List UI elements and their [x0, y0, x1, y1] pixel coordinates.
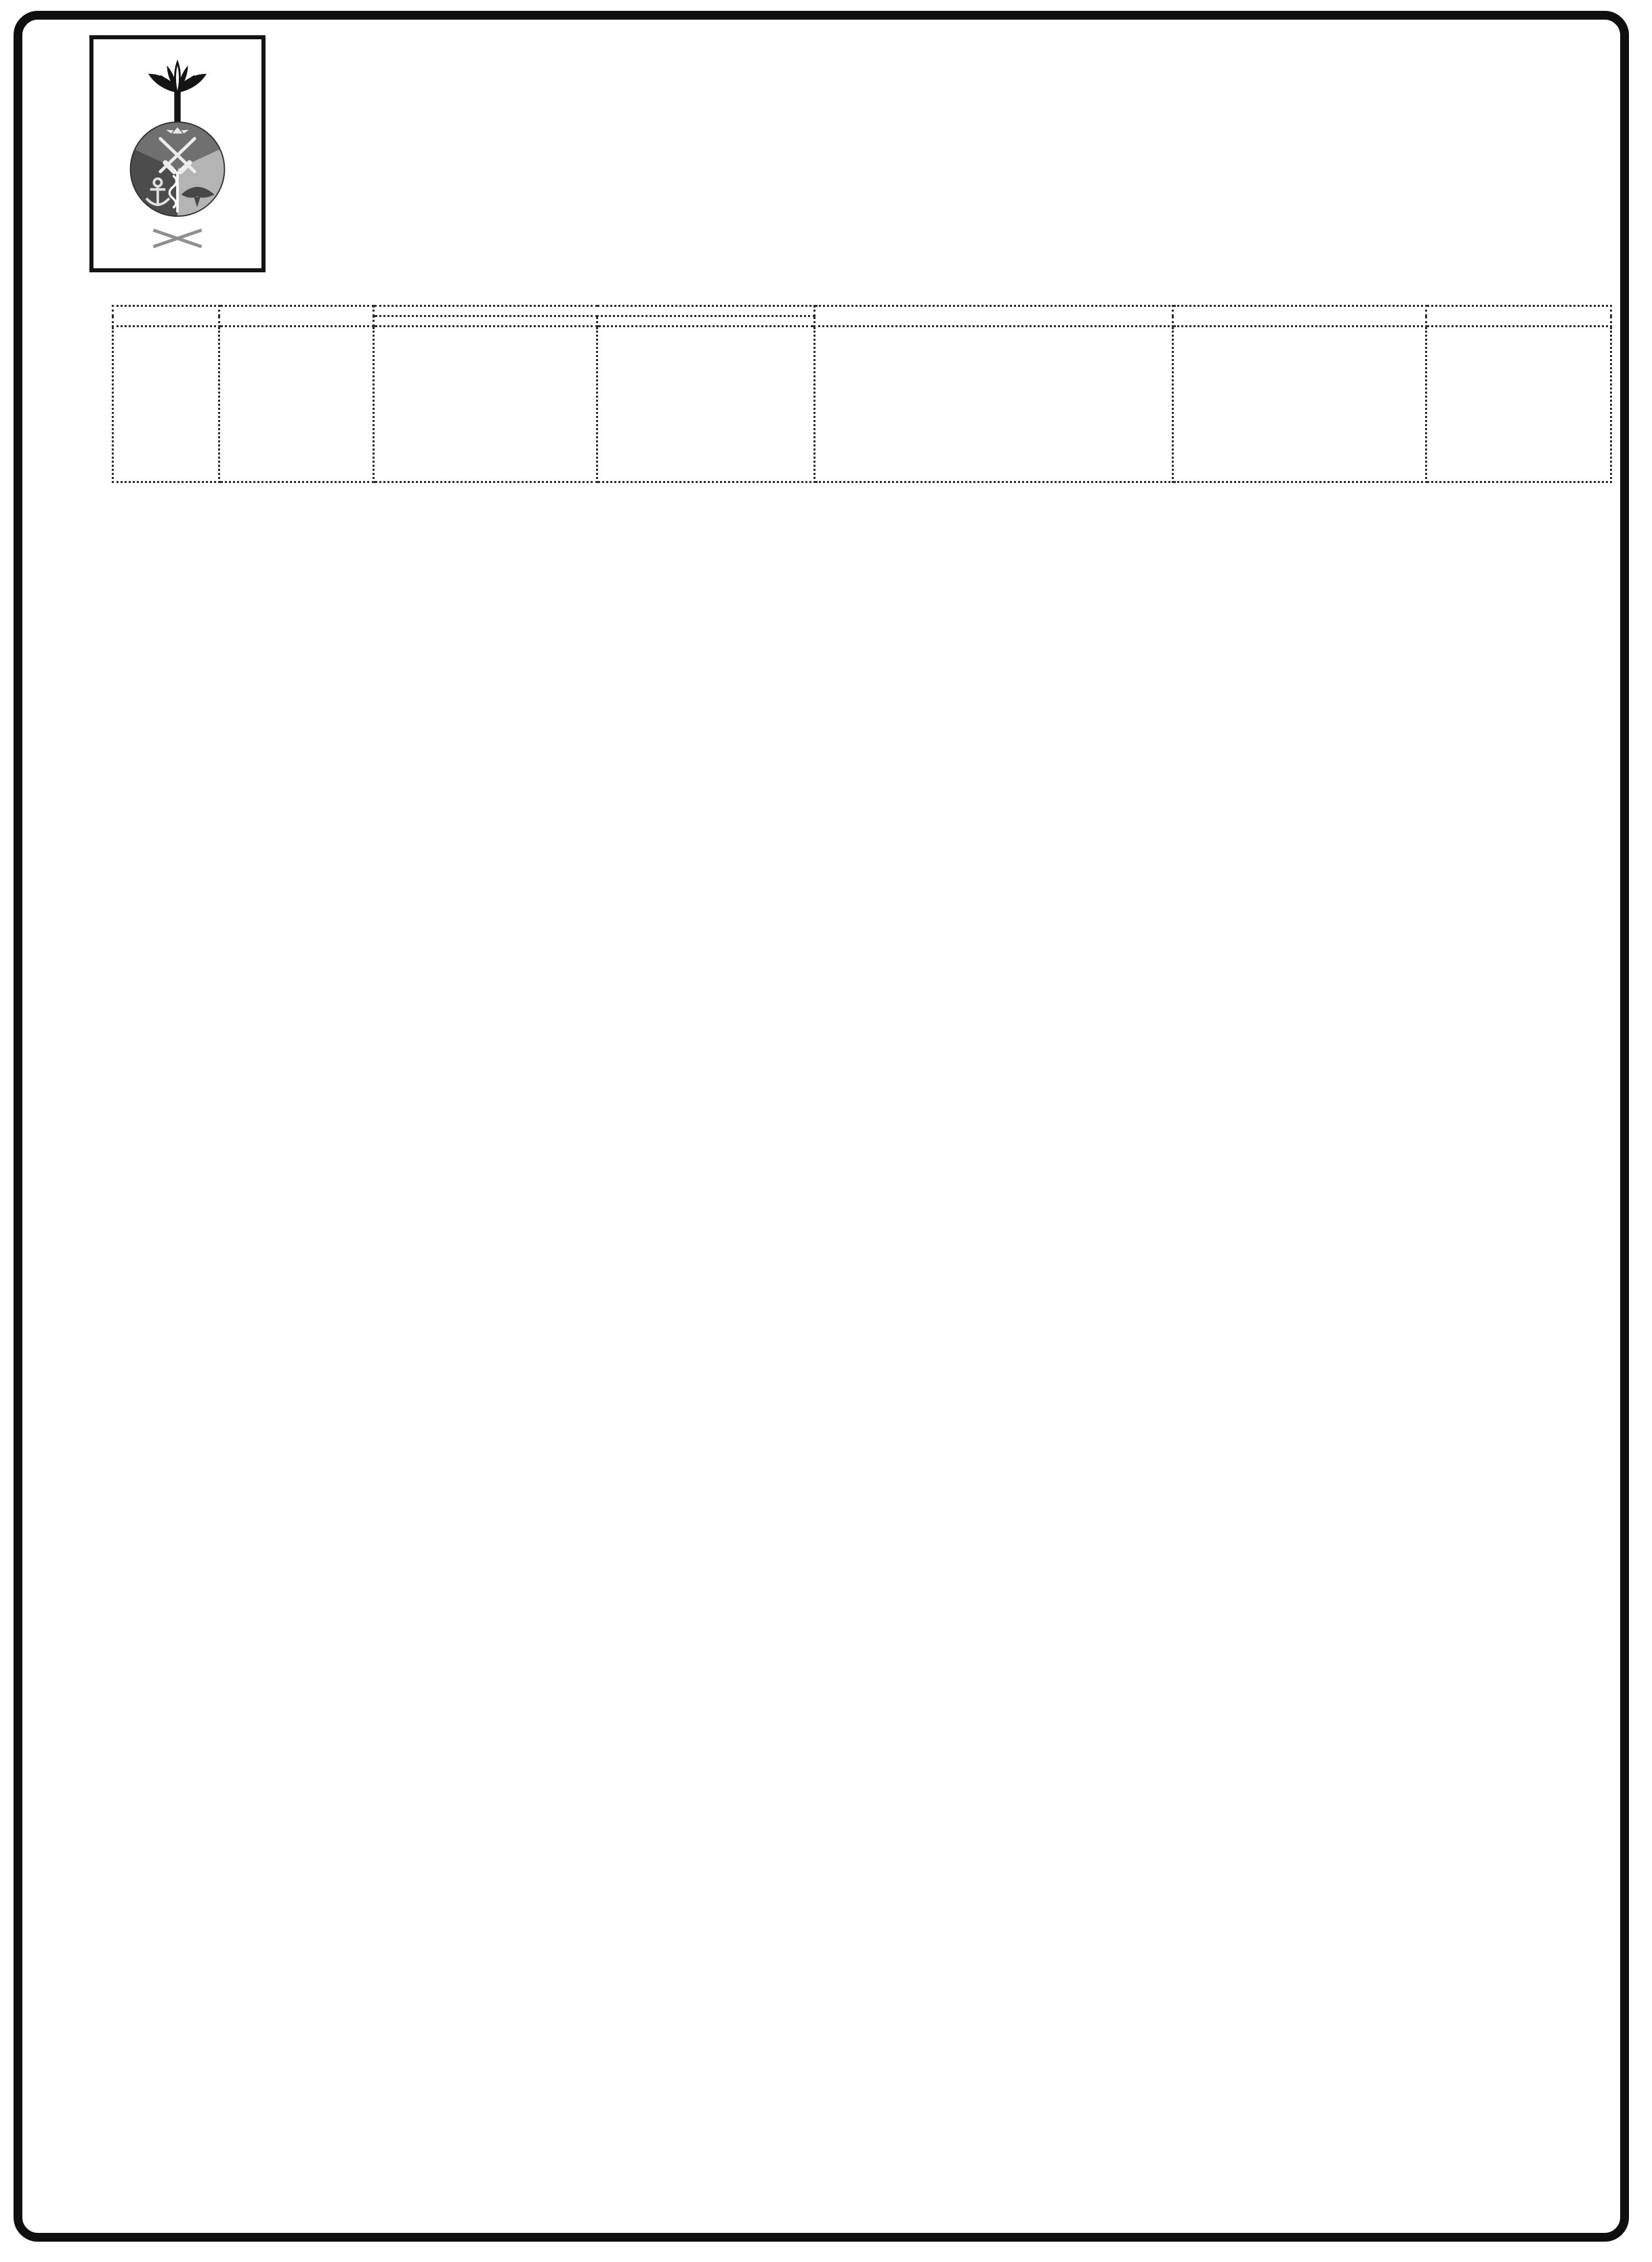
table-row — [113, 327, 1611, 482]
notice-header — [53, 27, 1611, 293]
cell-submit-open — [815, 327, 1173, 482]
col-header-from — [374, 316, 597, 327]
notice-content — [53, 27, 1611, 736]
title-block — [53, 27, 1611, 47]
tri-service-roundel-icon — [131, 122, 225, 216]
cell-to — [597, 327, 815, 482]
col-header-item — [219, 306, 374, 327]
col-header-serial — [113, 306, 219, 327]
armed-forces-medical-services-emblem-icon — [95, 42, 260, 258]
cell-from — [374, 327, 597, 482]
dgms-logo-box — [89, 35, 266, 272]
col-header-to — [597, 316, 815, 327]
water-lily-icon — [148, 62, 207, 94]
col-header-submit-open — [815, 306, 1173, 327]
cell-schedule-price — [1426, 327, 1611, 482]
col-header-schedule-price — [1426, 306, 1611, 327]
col-header-tender-number — [1173, 306, 1426, 327]
tender-schedule-table — [112, 305, 1612, 483]
cell-item — [219, 327, 374, 482]
cell-serial — [113, 327, 219, 482]
col-header-sale-date — [374, 306, 815, 316]
notice-footer — [53, 499, 1611, 736]
cell-tender-number — [1173, 327, 1426, 482]
